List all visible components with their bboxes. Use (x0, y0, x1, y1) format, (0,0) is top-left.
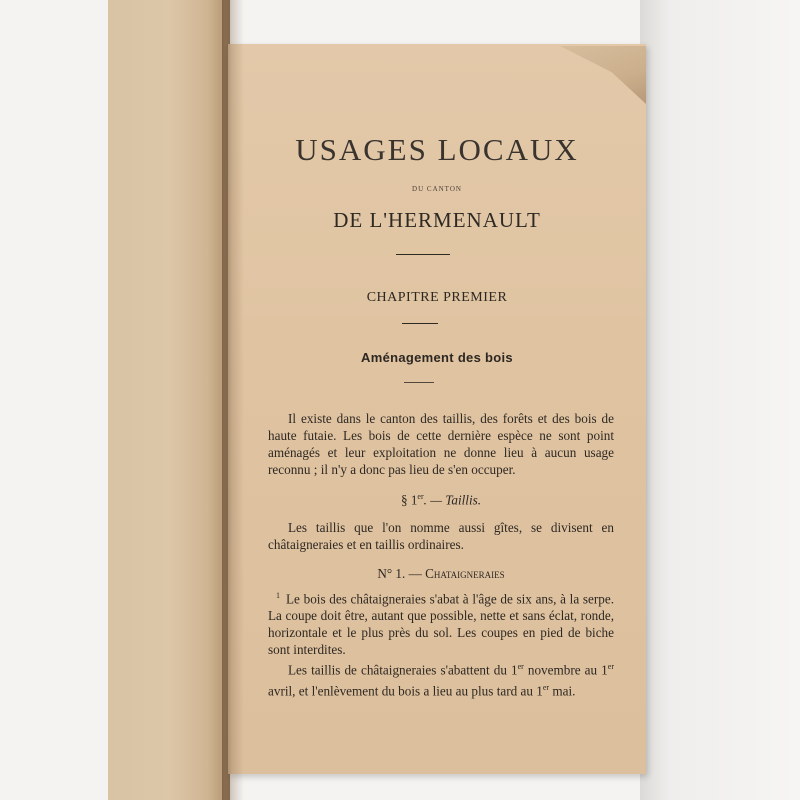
chapter-heading: CHAPITRE PREMIER (366, 290, 508, 305)
document-prefix: DU CANTON (412, 185, 462, 193)
book-gutter (222, 0, 244, 800)
section-divider (404, 382, 434, 383)
chataigneraie-text-2d: mai. (549, 683, 576, 699)
chataigneraie-paragraph-block (268, 587, 614, 699)
left-page (108, 0, 230, 800)
chataigneraie-text-2c: avril, et l'enlèvement du bois a lieu au plus tard au 1 (268, 683, 543, 699)
subsection-number: § 1 (400, 492, 418, 508)
taillis-paragraph-block (268, 519, 614, 553)
document-title: USAGES LOCAUX (295, 132, 579, 167)
intro-paragraph: Il existe dans le canton des taillis, des forêts et des bois de haute futaie. Les bois de cette dernière espèce ne sont point aménagés et leur exploitation ne donne lieu à aucun usage reconnu ; il n'y a donc pas lieu de s'en occuper. (268, 411, 614, 477)
numbered-heading-title: Chataigneraies (425, 566, 505, 581)
subsection-heading (268, 492, 614, 508)
ordinal-suffix: er (542, 682, 550, 692)
document-subtitle: DE L'HERMENAULT (333, 208, 541, 232)
ordinal-suffix: er (517, 662, 524, 672)
section-heading: Aménagement des bois (361, 350, 513, 365)
subsection-title: . — Taillis. (423, 492, 482, 508)
chataigneraie-text-2a: Les taillis de châtaigneraies s'abattent du 1 (288, 662, 518, 678)
chapter-divider (402, 323, 438, 324)
numbered-heading-number: N° 1. — (377, 566, 426, 581)
chataigneraie-text-1: Le bois des châtaigneraies s'abat à l'âge de six ans, à la serpe. La coupe doit être, autant que possible, nette et sans éclat, ronde, horizontale et le plus près du sol. Les coupes en pied de biche sont interdites. (268, 591, 614, 658)
numbered-heading (268, 566, 614, 582)
subsection-suffix: er (417, 492, 424, 501)
ordinal-suffix: er (607, 662, 614, 672)
intro-paragraph-block (268, 410, 614, 478)
chataigneraie-paragraph-2 (268, 658, 614, 699)
footnote-marker: 1 (276, 591, 280, 600)
background-surface (640, 0, 800, 800)
chataigneraie-paragraph-1 (268, 587, 614, 658)
taillis-paragraph: Les taillis que l'on nomme aussi gîtes, se divisent en châtaigneraies et en taillis ordinaires. (268, 520, 614, 552)
chataigneraie-text-2b: novembre au 1 (523, 662, 608, 678)
title-divider (396, 254, 450, 255)
